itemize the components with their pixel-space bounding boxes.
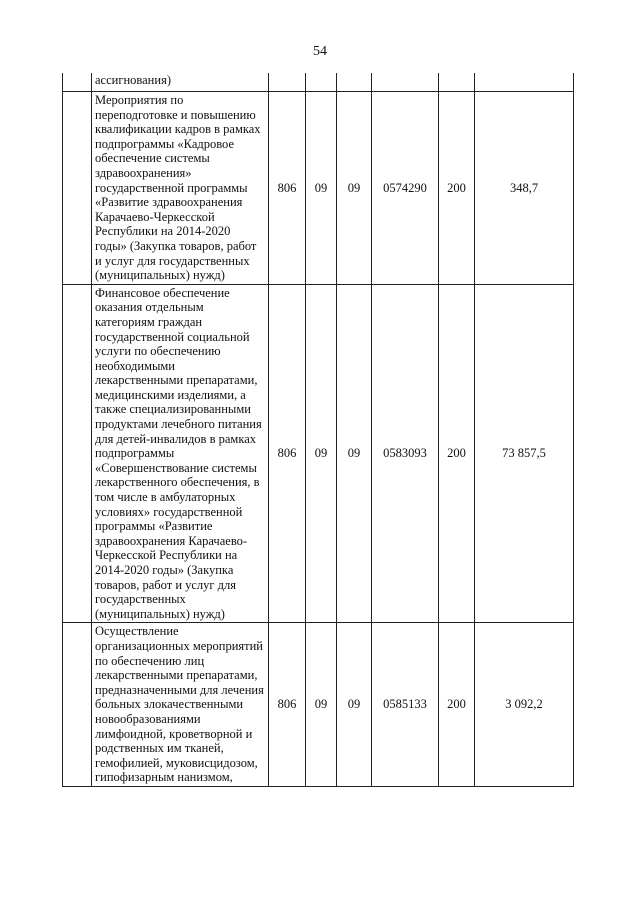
section-code-cell: 09	[306, 92, 337, 285]
target-article-cell	[372, 73, 439, 92]
subsection-code-cell: 09	[337, 92, 372, 285]
description-cell: Мероприятия по переподготовке и повышению квалификации кадров в рамках подпрограммы «Кадровое обеспечение системы здравоохранения» государственной программы «Развитие здравоохранения Карачаево-Черкесской Республики на 2014-2020 годы» (Закупка товаров, работ и услуг для государственных (муниципальных) нужд)	[92, 92, 269, 285]
section-code-cell	[306, 73, 337, 92]
row-number-cell	[63, 284, 92, 623]
target-article-cell: 0585133	[372, 623, 439, 787]
table-row	[63, 623, 574, 787]
section-code-cell: 09	[306, 623, 337, 787]
budget-table	[62, 73, 574, 787]
amount-cell: 73 857,5	[475, 284, 574, 623]
section-code-cell: 09	[306, 284, 337, 623]
ministry-code-cell	[269, 73, 306, 92]
amount-cell: 348,7	[475, 92, 574, 285]
row-number-cell	[63, 92, 92, 285]
description-cell: ассигнования)	[92, 73, 269, 92]
ministry-code-cell: 806	[269, 92, 306, 285]
subsection-code-cell: 09	[337, 623, 372, 787]
expense-type-cell: 200	[439, 92, 475, 285]
subsection-code-cell: 09	[337, 284, 372, 623]
amount-cell: 3 092,2	[475, 623, 574, 787]
target-article-cell: 0583093	[372, 284, 439, 623]
ministry-code-cell: 806	[269, 623, 306, 787]
table-row	[63, 73, 574, 92]
expense-type-cell: 200	[439, 284, 475, 623]
target-article-cell: 0574290	[372, 92, 439, 285]
table-row	[63, 284, 574, 623]
subsection-code-cell	[337, 73, 372, 92]
ministry-code-cell: 806	[269, 284, 306, 623]
description-cell: Финансовое обеспечение оказания отдельным категориям граждан государственной социальной услуги по обеспечению необходимыми лекарственными препаратами, медицинскими изделиями, а также специализированными продуктами лечебного питания для детей-инвалидов в рамках подпрограммы «Совершенствование системы лекарственного обеспечения, в том числе в амбулаторных условиях» государственной программы «Развитие здравоохранения Карачаево-Черкесской Республики на 2014-2020 годы» (Закупка товаров, работ и услуг для государственных (муниципальных) нужд)	[92, 284, 269, 623]
amount-cell	[475, 73, 574, 92]
row-number-cell	[63, 73, 92, 92]
expense-type-cell: 200	[439, 623, 475, 787]
page-number: 54	[313, 44, 327, 59]
description-cell: Осуществление организационных мероприятий по обеспечению лиц лекарственными препаратами, предназначенными для лечения больных злокачественными новообразованиями лимфоидной, кроветворной и родственных им тканей, гемофилией, муковисцидозом, гипофизарным нанизмом,	[92, 623, 269, 787]
expense-type-cell	[439, 73, 475, 92]
row-number-cell	[63, 623, 92, 787]
table-row	[63, 92, 574, 285]
